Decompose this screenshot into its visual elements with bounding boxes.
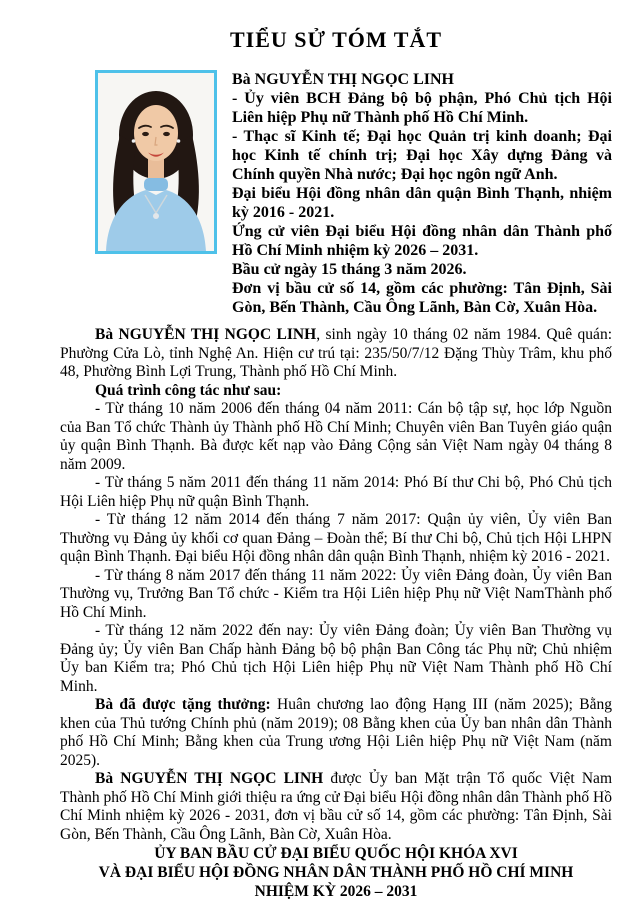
intro-text: , sinh ngày 10 tháng 02 năm 1984. Quê quán: Phường Cửa Lò, tỉnh Nghệ An. Hiện cư trú tại: 235/50/7/12 Đặng Thùy Trâm, khu phố 48, Phường Bình Lợi Trung, Thành phố Hồ Chí Minh. <box>60 326 612 380</box>
awards-text: Huân chương lao động Hạng III (năm 2025); Bằng khen của Thủ tướng Chính phủ (năm 2019); 08 Bằng khen của Ủy ban nhân dân Thành phố Hồ Chí Minh; Bằng khen của Trung ương Hội Liên hiệp Phụ nữ Việt Nam (năm 2025). <box>60 696 613 769</box>
footer-line-committee: ỦY BAN BẦU CỬ ĐẠI BIỂU QUỐC HỘI KHÓA XVI <box>154 845 518 862</box>
nomination-text: được Ủy ban Mặt trận Tổ quốc Việt Nam Thành phố Hồ Chí Minh giới thiệu ra ứng cử Đại biểu Hội đồng nhân dân Thành phố Hồ Chí Minh nhiệm kỳ 2026 - 2031, đơn vị bầu cử số 14, gồm các phường: Tân Định, Sài Gòn, Bến Thành, Cầu Ông Lãnh, Bàn Cờ, Xuân Hòa. <box>60 770 612 843</box>
nomination-name: Bà NGUYỄN THỊ NGỌC LINH <box>95 770 324 787</box>
career-item: - Từ tháng 5 năm 2011 đến tháng 11 năm 2014: Phó Bí thư Chi bộ, Phó Chủ tịch Hội Liên hiệp Phụ nữ quận Bình Thạnh. <box>60 474 612 510</box>
career-item: - Từ tháng 10 năm 2006 đến tháng 04 năm 2011: Cán bộ tập sự, học lớp Nguồn của Ban Tổ chức Thành ủy Thành phố Hồ Chí Minh; Chuyên viên Ban Tuyên giáo quận ủy quận Bình Thạnh. Bà được kết nạp vào Đảng Cộng sản Việt Nam ngày 04 tháng 8 năm 2009. <box>60 400 612 473</box>
election-committee-footer <box>60 844 612 901</box>
candidate-name: Bà NGUYỄN THỊ NGỌC LINH <box>232 71 454 88</box>
portrait-photo <box>95 70 217 254</box>
summary-election-date: Bầu cử ngày 15 tháng 3 năm 2026. <box>232 261 467 278</box>
candidate-summary <box>232 70 612 317</box>
nomination-paragraph <box>60 770 612 844</box>
biography-body <box>60 326 612 844</box>
summary-position: - Ủy viên BCH Đảng bộ bộ phận, Phó Chủ tịch Hội Liên hiệp Phụ nữ Thành phố Hồ Chí Minh. <box>232 90 612 126</box>
intro-name: Bà NGUYỄN THỊ NGỌC LINH <box>95 326 317 343</box>
summary-delegate: Đại biểu Hội đồng nhân dân quận Bình Thạnh, nhiệm kỳ 2016 - 2021. <box>232 185 612 221</box>
document-title: TIỂU SỬ TÓM TẮT <box>229 27 443 52</box>
awards-paragraph <box>60 696 612 770</box>
career-heading: Quá trình công tác như sau: <box>95 381 282 399</box>
career-item: - Từ tháng 12 năm 2022 đến nay: Ủy viên Đảng đoàn; Ủy viên Ban Thường vụ Đảng ủy; Ủy viên Ban Chấp hành Đảng bộ bộ phận Ban Công tác Phụ nữ; Chủ nhiệm Ủy ban Kiểm tra; Phó Chủ tịch Hội Liên hiệp Phụ nữ Việt Nam Thành phố Hồ Chí Minh. <box>60 622 612 695</box>
awards-label: Bà đã được tặng thưởng: <box>95 696 271 713</box>
portrait-illustration <box>98 73 214 251</box>
career-item: - Từ tháng 12 năm 2014 đến tháng 7 năm 2017: Quận ủy viên, Ủy viên Ban Thường vụ Đảng ủy khối cơ quan Đảng – Đoàn thể; Bí thư Chi bộ, Chủ tịch Hội LHPN quận Bình Thạnh. Đại biểu Hội đồng nhân dân quận Bình Thạnh, nhiệm kỳ 2016 - 2021. <box>60 511 612 565</box>
footer-line-council: VÀ ĐẠI BIỂU HỘI ĐỒNG NHÂN DÂN THÀNH PHỐ HỒ CHÍ MINH <box>98 864 574 881</box>
summary-election-unit: Đơn vị bầu cử số 14, gồm các phường: Tân Định, Sài Gòn, Bến Thành, Cầu Ông Lãnh, Bàn Cờ, Xuân Hòa. <box>232 280 612 316</box>
summary-candidacy: Ứng cử viên Đại biểu Hội đồng nhân dân Thành phố Hồ Chí Minh nhiệm kỳ 2026 – 2031. <box>232 223 612 259</box>
summary-education: - Thạc sĩ Kinh tế; Đại học Quản trị kinh doanh; Đại học Kinh tế chính trị; Đại học Xây dựng Đảng và Chính quyền Nhà nước; Đại học ngôn ngữ Anh. <box>232 128 612 183</box>
footer-line-term: NHIỆM KỲ 2026 – 2031 <box>254 883 418 900</box>
career-item: - Từ tháng 8 năm 2017 đến tháng 11 năm 2022: Ủy viên Đảng đoàn, Ủy viên Ban Thường vụ, Trưởng Ban Tổ chức - Kiểm tra Hội Liên hiệp Phụ nữ Việt NamThành phố Hồ Chí Minh. <box>60 566 612 621</box>
profile-header <box>60 70 612 317</box>
intro-paragraph <box>60 326 612 382</box>
